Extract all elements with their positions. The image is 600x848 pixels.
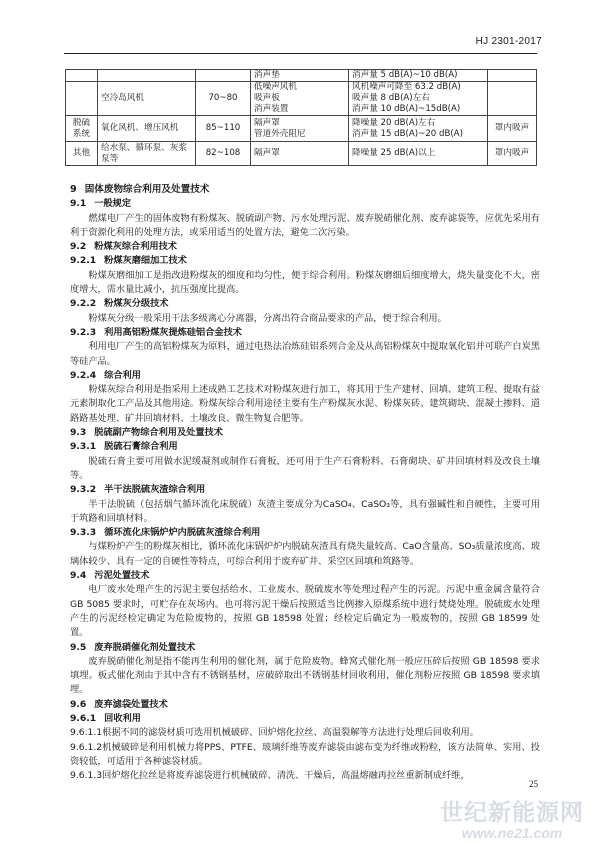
measures-cell <box>251 142 349 166</box>
heading-text: 污泥处置技术 <box>94 570 150 582</box>
clause-heading <box>70 526 540 540</box>
category-cell: 其他 <box>66 142 98 166</box>
noise-level-cell: 70~80 <box>196 82 251 116</box>
note-cell: 罩内吸声 <box>488 142 537 166</box>
equipment-cell: 空冷岛风机 <box>98 82 196 116</box>
table-row <box>66 70 537 82</box>
page-number: 25 <box>529 779 538 789</box>
heading-text: 废弃脱硝催化剂处置技术 <box>94 641 196 653</box>
clause-heading <box>70 483 540 497</box>
effect-cell-line: 降噪量 20 dB(A)左右 <box>352 117 436 128</box>
clause-heading <box>70 326 540 340</box>
paragraph: 废弃脱硝催化剂是指不能再生利用的催化剂，属于危险废物。蜂窝式催化剂一般应压碎后按照 GB 18598 要求填埋。板式催化剂由于其中含有不锈钢基材，应破碎取出不锈钢基材回收利用，催化剂粉应按照 GB 18598 要求填埋。 <box>70 655 540 696</box>
noise-level-cell: 82~108 <box>196 142 251 166</box>
effect-cell-line: 消声量 5 dB(A)~10 dB(A) <box>352 70 458 80</box>
clause-heading <box>70 254 540 268</box>
noise-control-table <box>65 69 537 166</box>
paragraph: 利用电厂产生的高铝粉煤灰为原料，通过电热法冶炼硅铝系列合金及从高铝粉煤灰中提取氧化铝并可联产白炭黑等硅产品。 <box>70 341 540 367</box>
clause-heading <box>70 369 540 383</box>
heading-number: 9.5 <box>70 641 87 653</box>
effect-cell-line: 消声量 10 dB(A)~15dB(A) <box>352 104 461 114</box>
measures-cell <box>251 82 349 116</box>
paragraph: 燃煤电厂产生的固体废物有粉煤灰、脱硫副产物、污水处理污泥、废弃脱硝催化剂、废弃滤袋等，应优先采用有利于资源化利用的处理方法，或采用适当的处置方法，避免二次污染。 <box>70 212 540 238</box>
clause-heading <box>70 297 540 311</box>
effect-cell <box>349 82 488 116</box>
measures-cell <box>251 70 349 82</box>
heading-number: 9.4 <box>70 570 87 582</box>
effect-cell <box>349 116 488 142</box>
paragraph: 与煤粉炉产生的粉煤灰相比，循环流化床锅炉炉内脱硫灰渣具有烧失量较高、CaO含量高、SO₃质量浓度高、玻璃体较少、具有一定的自硬性等特点，可综合利用于废弃矿井、采空区回填和筑路等。 <box>70 541 540 567</box>
heading-text: 脱硫副产物综合利用及处置技术 <box>94 427 223 439</box>
paragraph: 粉煤灰分级一般采用干法多级离心分离器，分离出符合商品要求的产品，便于综合利用。 <box>88 312 447 324</box>
effect-cell-line: 风机噪声可降至 63.2 dB(A) <box>352 82 461 92</box>
paragraph: 9.6.1.2机械破碎是利用机械力将PPS、PTFE、玻璃纤维等废弃滤袋由滤布变为纤维或粉粒，该方法简单、实用、投资较低，可适用于各种滤袋材质。 <box>70 741 540 767</box>
noise-level-cell <box>196 70 251 82</box>
heading-number: 9.3.3 <box>70 527 97 539</box>
subsection-heading <box>70 240 540 254</box>
heading-text: 利用高铝粉煤灰提炼硅铝合金技术 <box>104 326 242 338</box>
paragraph: 脱硫石膏主要可用做水泥缓凝剂或制作石膏板，还可用于生产石膏粉料、石膏砌块、矿井回填材料及改良土壤等。 <box>70 455 540 481</box>
effect-cell-line: 消声量 15 dB(A)~20 dB(A) <box>352 128 463 139</box>
measures-cell-line: 隔声罩 <box>254 148 280 158</box>
subsection-heading <box>70 569 540 583</box>
measures-cell-line: 隔声罩 <box>254 117 280 128</box>
table-row <box>66 142 537 166</box>
paragraph: 9.6.1.1根据不同的滤袋材质可选用机械破碎、回炉熔化拉丝、高温裂解等方法进行处理后回收利用。 <box>70 727 479 739</box>
heading-text: 回收利用 <box>104 712 141 724</box>
heading-number: 9.3.2 <box>70 484 97 496</box>
document-body <box>70 183 540 783</box>
heading-text: 粉煤灰综合利用技术 <box>94 241 177 253</box>
paragraph: 粉煤灰磨细加工是指改进粉煤灰的细度和均匀性，便于综合利用。粉煤灰磨细后细度增大，烧失量变化不大，密度增大，需水量比减小，抗压强度比提高。 <box>70 269 540 296</box>
equipment-cell: 氧化风机、增压风机 <box>98 116 196 142</box>
measures-cell-line: 消声装置 <box>254 104 289 114</box>
watermark <box>432 800 592 841</box>
table-row <box>66 82 537 116</box>
watermark-url: www.ne21.com <box>461 825 563 841</box>
heading-number: 9.2 <box>70 241 87 253</box>
heading-text: 半干法脱硫灰渣综合利用 <box>104 484 206 496</box>
clause-heading <box>70 440 540 454</box>
heading-number: 9.3 <box>70 427 87 439</box>
heading-text: 综合利用 <box>104 369 141 381</box>
paragraph: 9.6.1.3回炉熔化拉丝是将废弃滤袋进行机械破碎、清洗、干燥后，高温熔融再拉丝重新制成纤维， <box>70 770 470 782</box>
category-cell <box>66 82 98 116</box>
header-rule <box>64 53 537 54</box>
subsection-heading <box>70 641 540 655</box>
equipment-cell: 给水泵、循环泵、灰浆泵等 <box>98 142 196 166</box>
paragraph: 粉煤灰综合利用是指采用上述成熟工艺技术对粉煤灰进行加工，将其用于生产建材、回填、建筑工程、提取有益元素制取化工产品及其他用途。粉煤灰综合利用途径主要有生产粉煤灰水泥、粉煤灰砖、建筑砌块、混凝土掺料、道路路基处理、矿井回填材料、土壤改良、微生物复合肥等。 <box>70 384 540 424</box>
effect-cell-line: 吸声量 8 dB(A)左右 <box>352 93 430 103</box>
heading-number: 9.3.1 <box>70 441 97 453</box>
heading-number: 9.6.1 <box>70 712 97 724</box>
measures-cell-line: 管道外壳阻尼 <box>254 128 306 139</box>
category-cell: 脱硫 系统 <box>66 116 98 142</box>
heading-text: 废弃滤袋处置技术 <box>94 698 168 710</box>
paragraph: 半干法脱硫（包括烟气循环流化床脱硫）灰渣主要成分为CaSO₄、CaSO₃等，具有强碱性和自硬性，主要可用于筑路和回填材料。 <box>70 498 540 524</box>
subsection-heading <box>70 426 540 440</box>
heading-text: 一般规定 <box>94 198 132 210</box>
effect-cell <box>349 70 488 82</box>
note-cell: 罩内吸声 <box>488 116 537 142</box>
equipment-cell <box>98 70 196 82</box>
heading-number: 9.2.1 <box>70 255 97 267</box>
table-row <box>66 116 537 142</box>
paragraph: 电厂废水处理产生的污泥主要包括给水、工业废水、脱硫废水等处理过程产生的污泥。污泥中重金属含量符合 GB 5085 要求时，可贮存在灰场内。也可将污泥干燥后按照适当比例掺入原煤系统中进行焚烧处理。脱硫废水处理产生的污泥经检定确定为危险废物的，按照 GB 18598 处置；经检定后确定为一般废物的，按照 GB 18599 处置。 <box>70 584 540 639</box>
section-heading <box>70 183 540 197</box>
standard-number: HJ 2301-2017 <box>475 36 542 47</box>
note-cell <box>488 82 537 116</box>
heading-number: 9.2.2 <box>70 298 97 310</box>
subsection-heading <box>70 197 540 211</box>
heading-text: 粉煤灰磨细加工技术 <box>104 255 187 267</box>
watermark-text: 世纪新能源网 <box>440 800 584 826</box>
heading-text: 粉煤灰分级技术 <box>104 298 169 310</box>
heading-text: 固体废物综合利用及处置技术 <box>84 184 210 195</box>
heading-number: 9.1 <box>70 198 87 210</box>
heading-text: 循环流化床锅炉炉内脱硫灰渣综合利用 <box>104 527 261 539</box>
noise-level-cell: 85~110 <box>196 116 251 142</box>
category-cell <box>66 70 98 82</box>
heading-number: 9.6 <box>70 698 87 710</box>
measures-cell <box>251 116 349 142</box>
effect-cell-line: 降噪量 25 dB(A)以上 <box>352 148 436 158</box>
heading-number: 9.2.3 <box>70 326 97 338</box>
heading-number: 9.2.4 <box>70 369 97 381</box>
measures-cell-line: 消声垫 <box>254 70 280 80</box>
note-cell <box>488 70 537 82</box>
subsection-heading <box>70 698 540 712</box>
clause-heading <box>70 712 540 726</box>
heading-text: 脱硫石膏综合利用 <box>104 441 178 453</box>
measures-cell-line: 吸声板 <box>254 93 280 103</box>
effect-cell <box>349 142 488 166</box>
heading-number: 9 <box>70 184 77 195</box>
measures-cell-line: 低噪声风机 <box>254 82 297 92</box>
